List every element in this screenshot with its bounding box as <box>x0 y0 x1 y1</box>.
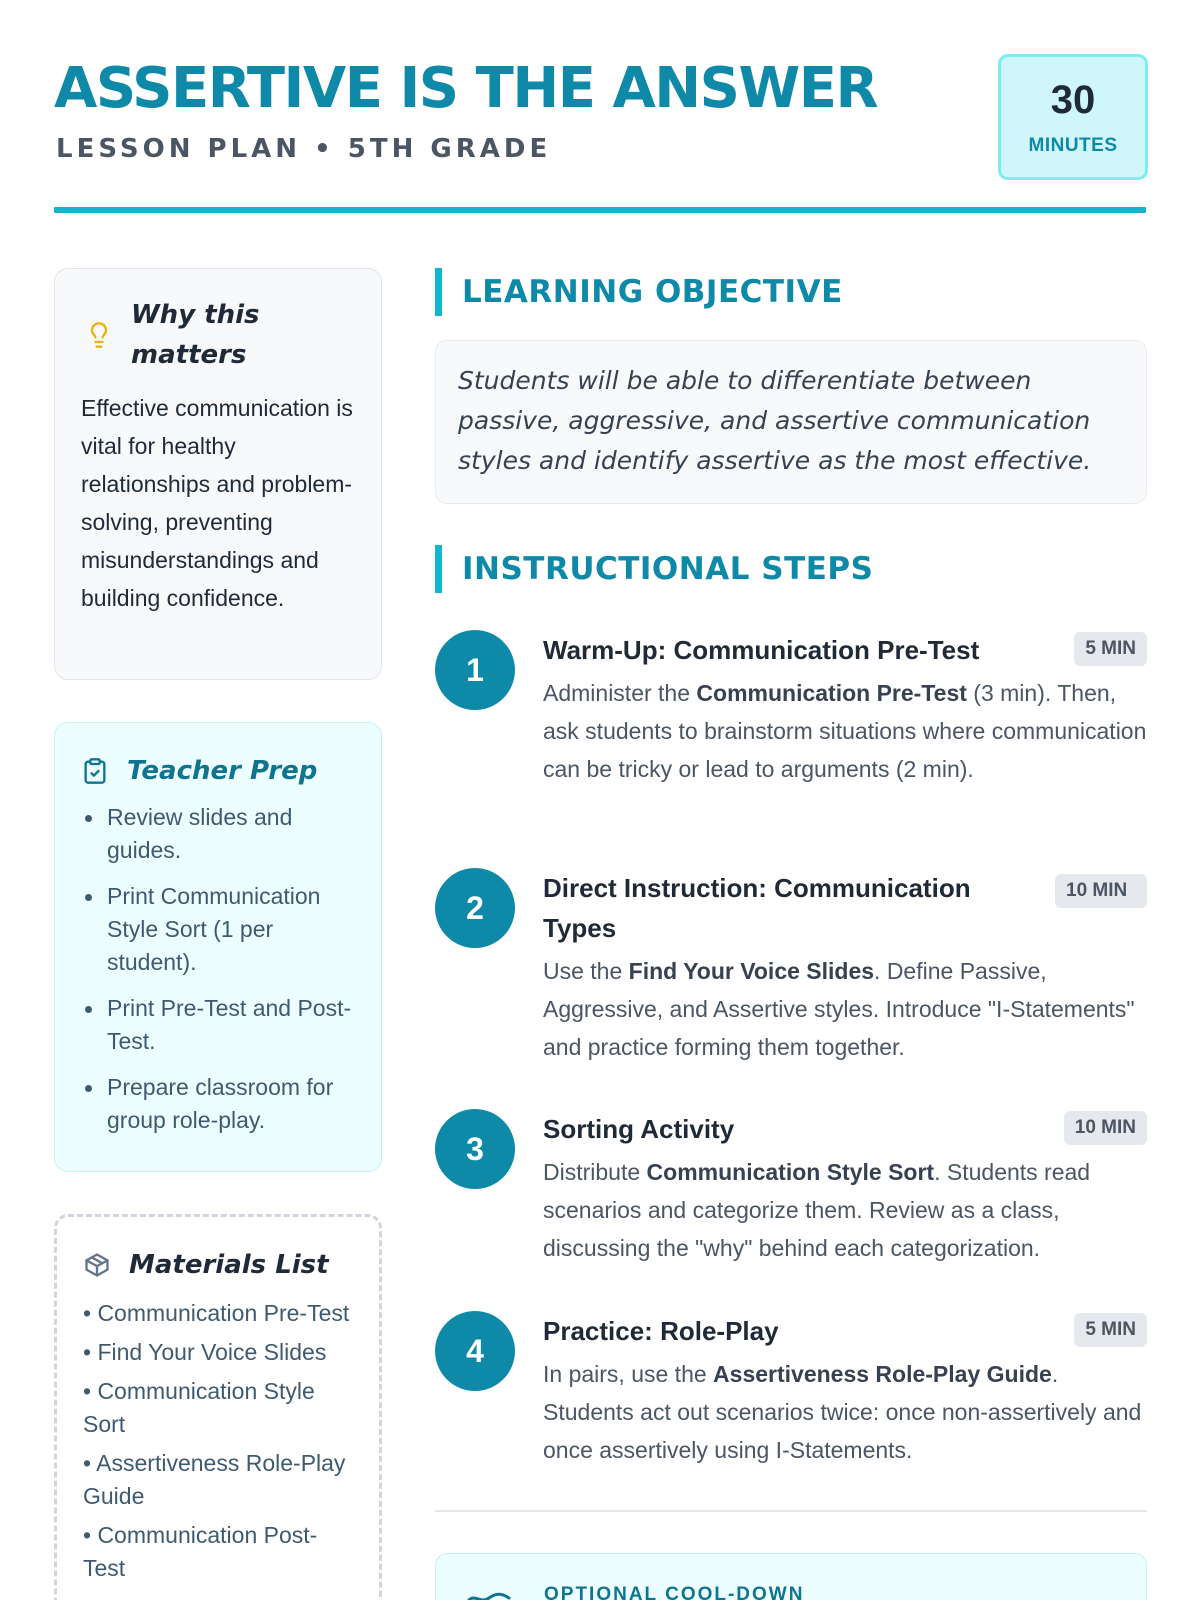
teacher-prep-title: Teacher Prep <box>127 756 318 786</box>
teacher-prep-list <box>81 801 355 1137</box>
step-material: Find Your Voice Slides <box>628 958 875 984</box>
list-item: Review slides and guides. <box>107 801 355 867</box>
step-time-badge: 10 MIN <box>1055 874 1147 908</box>
teacher-prep-card <box>54 722 382 1172</box>
header-divider <box>54 207 1146 213</box>
step-title: Sorting Activity <box>543 1114 735 1144</box>
page-title: ASSERTIVE IS THE ANSWER <box>54 56 878 121</box>
step-material: Communication Style Sort <box>646 1159 935 1185</box>
step-text: (3 min). Then, ask students to brainstorm situations where communication can be tricky or lead to arguments (2 min). <box>543 680 1147 782</box>
objective-text: Students will be able to differentiate between passive, aggressive, and assertive communication styles and identify assertive as the most effective. <box>458 366 1092 475</box>
cooldown-card <box>435 1553 1147 1600</box>
step-text: Use the <box>543 958 629 984</box>
wave-icon <box>466 1588 512 1600</box>
step-time-badge: 10 MIN <box>1064 1111 1147 1145</box>
clipboard-check-icon <box>81 757 109 785</box>
step-text: Distribute <box>543 1159 647 1185</box>
step-number: 3 <box>435 1109 515 1189</box>
why-text: Effective communication is vital for healthy relationships and problem-solving, preventing misunderstandings and building confidence. <box>81 395 353 611</box>
step-number: 4 <box>435 1311 515 1391</box>
duration-value: 30 <box>1050 78 1096 122</box>
list-item: Print Communication Style Sort (1 per student). <box>107 880 355 979</box>
step-text: . Students read scenarios and categorize them. Review as a class, discussing the "why" behind each categorization. <box>543 1159 1091 1261</box>
step-text: Administer the <box>543 680 697 706</box>
step-description <box>543 952 1147 1066</box>
list-item: Prepare classroom for group role-play. <box>107 1071 355 1137</box>
steps-heading: INSTRUCTIONAL STEPS <box>435 545 873 593</box>
step-text: In pairs, use the <box>543 1361 714 1387</box>
step-text: . Students act out scenarios twice: once non-assertively and once assertively using I-Statements. <box>543 1361 1142 1463</box>
step-material: Assertiveness Role-Play Guide <box>713 1361 1052 1387</box>
why-title: Why this matters <box>131 300 260 370</box>
step-description <box>543 1153 1147 1267</box>
step-description <box>543 674 1147 788</box>
package-icon <box>83 1251 111 1279</box>
step-title: Warm-Up: Communication Pre-Test <box>543 635 980 665</box>
objective-heading: LEARNING OBJECTIVE <box>435 268 843 316</box>
duration-unit: MINUTES <box>1028 135 1118 156</box>
step-time-badge: 5 MIN <box>1074 632 1147 666</box>
page-header <box>54 52 1146 212</box>
lightbulb-icon <box>85 321 113 349</box>
step-number: 2 <box>435 868 515 948</box>
list-item: • Assertiveness Role-Play Guide <box>83 1450 346 1509</box>
cooldown-label: OPTIONAL COOL-DOWN <box>544 1584 805 1600</box>
page-subtitle: LESSON PLAN • 5TH GRADE <box>56 134 552 164</box>
duration-badge <box>998 54 1148 180</box>
list-item: Print Pre-Test and Post-Test. <box>107 992 355 1058</box>
step-title: Direct Instruction: Communication Types <box>543 873 971 943</box>
step-time-badge: 5 MIN <box>1074 1313 1147 1347</box>
why-card <box>54 268 382 680</box>
list-item: • Communication Post-Test <box>83 1522 318 1581</box>
step-text: . Define Passive, Aggressive, and Assertive styles. Introduce "I-Statements" and practice forming them together. <box>543 958 1135 1060</box>
list-item: • Communication Style Sort <box>83 1378 315 1437</box>
step-description <box>543 1355 1147 1469</box>
step-number: 1 <box>435 630 515 710</box>
step-material: Communication Pre-Test <box>696 680 967 706</box>
section-divider <box>435 1510 1147 1512</box>
list-item: • Find Your Voice Slides <box>83 1339 327 1365</box>
objective-box <box>435 340 1147 504</box>
materials-title: Materials List <box>129 1250 329 1280</box>
materials-card <box>54 1214 382 1600</box>
step-title: Practice: Role-Play <box>543 1316 779 1346</box>
materials-list <box>83 1297 353 1585</box>
list-item: • Communication Pre-Test <box>83 1300 350 1326</box>
